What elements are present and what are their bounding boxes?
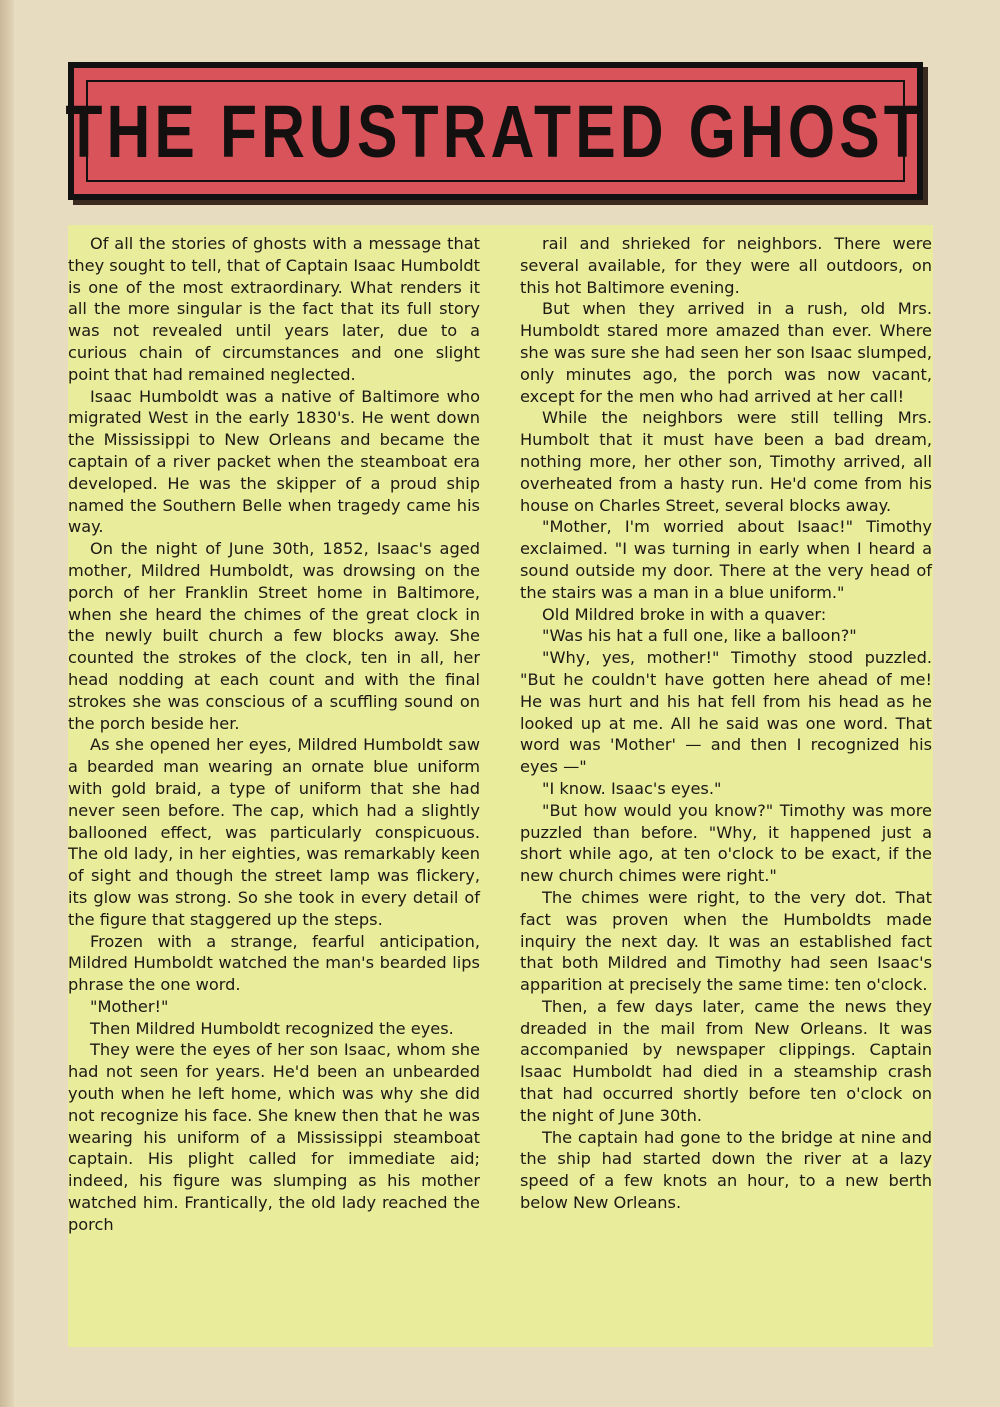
paragraph: "Mother!": [90, 996, 169, 1016]
paragraph: Of all the stories of ghosts with a message that they sought to tell, that of Captain Isaac Humboldt is one of the most extraordinary. What renders it all the more singular is the fact that its full story was not revealed until years later, due to a curious chain of circumstances and one slight point that had remained neglected.: [68, 234, 480, 384]
paragraph: "I know. Isaac's eyes.": [542, 778, 722, 798]
paragraph: While the neighbors were still telling Mrs. Humbolt that it must have been a bad dream, nothing more, her other son, Timothy arrived, all overheated from a hasty run. He'd come from his house on Charles Street, several blocks away.: [520, 408, 932, 515]
title-frame: [65, 80, 926, 182]
paragraph: "Why, yes, mother!" Timothy stood puzzled. "But he couldn't have gotten here ahead of me! He was hurt and his hat fell from his head as he looked up at me. All he said was one word. That word was 'Mother' — and then I recognized his eyes —": [520, 648, 932, 777]
paragraph: Then, a few days later, came the news they dreaded in the mail from New Orleans. It was accompanied by newspaper clippings. Captain Isaac Humboldt had died in a steamship crash that had occurred shortly before ten o'clock on the night of June 30th.: [520, 996, 932, 1125]
paragraph: Frozen with a strange, fearful anticipation, Mildred Humboldt watched the man's bearded lips phrase the one word.: [68, 931, 480, 995]
paragraph: The chimes were right, to the very dot. That fact was proven when the Humboldts made inquiry the next day. It was an established fact that both Mildred and Timothy had seen Isaac's apparition at precisely the same time: ten o'clock.: [520, 887, 932, 995]
page-title: THE FRUSTRATED GHOST: [65, 89, 926, 173]
paragraph: Old Mildred broke in with a quaver:: [542, 604, 827, 624]
page-edge: [0, 0, 14, 1407]
paragraph: But when they arrived in a rush, old Mrs. Humboldt stared more amazed than ever. Where she was sure she had seen her son Isaac slumped, only minutes ago, the porch was now vacant, except for the men who had arrived at her call!: [520, 299, 932, 406]
paragraph: They were the eyes of her son Isaac, whom she had not seen for years. He'd been an unbearded youth when he left home, which was why she did not recognize his face. She knew then that he was wearing his uniform of a Mississippi steamboat captain. His plight called for immediate aid; indeed, his figure was slumping as his mother watched him. Frantically, the old lady reached the porch: [68, 1040, 480, 1234]
title-banner: [65, 62, 926, 200]
paragraph: "But how would you know?" Timothy was more puzzled than before. "Why, it happened just a short while ago, at ten o'clock to be exact, if the new church chimes were right.": [520, 800, 932, 886]
paragraph: "Mother, I'm worried about Isaac!" Timothy exclaimed. "I was turning in early when I heard a sound outside my door. There at the very head of the stairs was a man in a blue uniform.": [520, 517, 932, 602]
paragraph: Then Mildred Humboldt recognized the eyes.: [90, 1018, 454, 1038]
article-body: [68, 225, 933, 1347]
paragraph: On the night of June 30th, 1852, Isaac's aged mother, Mildred Humboldt, was drowsing on the porch of her Franklin Street home in Baltimore, when she heard the chimes of the great clock in the newly built church a few blocks away. She counted the strokes of the clock, ten in all, her head nodding at each count and with the final strokes she was conscious of a scuffling sound on the porch beside her.: [68, 539, 480, 733]
paragraph: rail and shrieked for neighbors. There were several available, for they were all outdoors, on this hot Baltimore evening.: [520, 234, 932, 297]
right-column: [520, 233, 932, 1214]
left-column: [68, 233, 480, 1236]
paragraph: "Was his hat a full one, like a balloon?": [542, 626, 857, 646]
paragraph: The captain had gone to the bridge at nine and the ship had started down the river at a lazy speed of a few knots an hour, to a new berth below New Orleans.: [520, 1127, 932, 1213]
paragraph: Isaac Humboldt was a native of Baltimore who migrated West in the early 1830's. He went down the Mississippi to New Orleans and became the captain of a river packet when the steamboat era developed. He was the skipper of a proud ship named the Southern Belle when tragedy came his way.: [68, 386, 480, 537]
paragraph: As she opened her eyes, Mildred Humboldt saw a bearded man wearing an ornate blue uniform with gold braid, a type of uniform that she had never seen before. The cap, which had a slightly ballooned effect, was particularly conspicuous. The old lady, in her eighties, was remarkably keen of sight and though the street lamp was flickery, its glow was strong. So she took in every detail of the figure that staggered up the steps.: [68, 735, 480, 929]
